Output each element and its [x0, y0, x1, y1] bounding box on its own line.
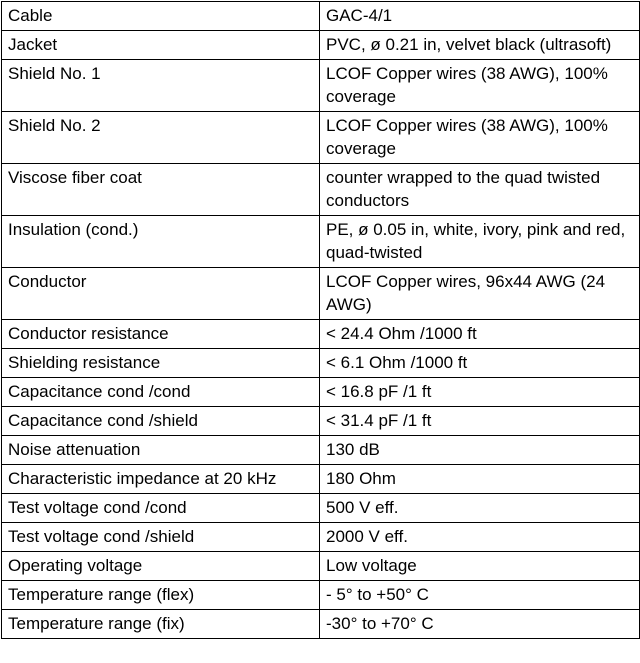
spec-label: Test voltage cond /cond [2, 494, 320, 523]
spec-value: - 5° to +50° C [320, 581, 640, 610]
spec-label: Temperature range (flex) [2, 581, 320, 610]
table-row [2, 494, 640, 523]
spec-value: < 24.4 Ohm /1000 ft [320, 320, 640, 349]
spec-value: 2000 V eff. [320, 523, 640, 552]
spec-value: counter wrapped to the quad twisted conductors [320, 164, 640, 216]
table-row [2, 31, 640, 60]
spec-label: Shield No. 2 [2, 112, 320, 164]
table-row [2, 216, 640, 268]
table-row [2, 407, 640, 436]
spec-label: Noise attenuation [2, 436, 320, 465]
spec-label: Characteristic impedance at 20 kHz [2, 465, 320, 494]
spec-value: LCOF Copper wires (38 AWG), 100% coverage [320, 60, 640, 112]
spec-label: Conductor resistance [2, 320, 320, 349]
spec-label: Shield No. 1 [2, 60, 320, 112]
spec-value: LCOF Copper wires, 96x44 AWG (24 AWG) [320, 268, 640, 320]
spec-value: 500 V eff. [320, 494, 640, 523]
table-row [2, 320, 640, 349]
table-row [2, 523, 640, 552]
spec-value: 180 Ohm [320, 465, 640, 494]
spec-label: Capacitance cond /cond [2, 378, 320, 407]
spec-label: Cable [2, 2, 320, 31]
spec-value: PVC, ø 0.21 in, velvet black (ultrasoft) [320, 31, 640, 60]
table-row [2, 349, 640, 378]
spec-label: Temperature range (fix) [2, 610, 320, 639]
table-row [2, 268, 640, 320]
table-row [2, 581, 640, 610]
spec-label: Test voltage cond /shield [2, 523, 320, 552]
table-row [2, 465, 640, 494]
spec-label: Viscose fiber coat [2, 164, 320, 216]
spec-label: Capacitance cond /shield [2, 407, 320, 436]
spec-value: LCOF Copper wires (38 AWG), 100% coverage [320, 112, 640, 164]
spec-label: Operating voltage [2, 552, 320, 581]
spec-value: < 31.4 pF /1 ft [320, 407, 640, 436]
spec-label: Jacket [2, 31, 320, 60]
spec-label: Shielding resistance [2, 349, 320, 378]
table-row [2, 60, 640, 112]
spec-value: -30° to +70° C [320, 610, 640, 639]
spec-label: Insulation (cond.) [2, 216, 320, 268]
spec-value: 130 dB [320, 436, 640, 465]
spec-value: < 6.1 Ohm /1000 ft [320, 349, 640, 378]
spec-label: Conductor [2, 268, 320, 320]
cable-spec-table [1, 1, 640, 639]
table-row [2, 2, 640, 31]
table-row [2, 610, 640, 639]
spec-value: Low voltage [320, 552, 640, 581]
table-row [2, 552, 640, 581]
table-row [2, 112, 640, 164]
table-row [2, 436, 640, 465]
spec-value: PE, ø 0.05 in, white, ivory, pink and red, quad-twisted [320, 216, 640, 268]
spec-value: < 16.8 pF /1 ft [320, 378, 640, 407]
spec-value: GAC-4/1 [320, 2, 640, 31]
table-row [2, 164, 640, 216]
table-row [2, 378, 640, 407]
